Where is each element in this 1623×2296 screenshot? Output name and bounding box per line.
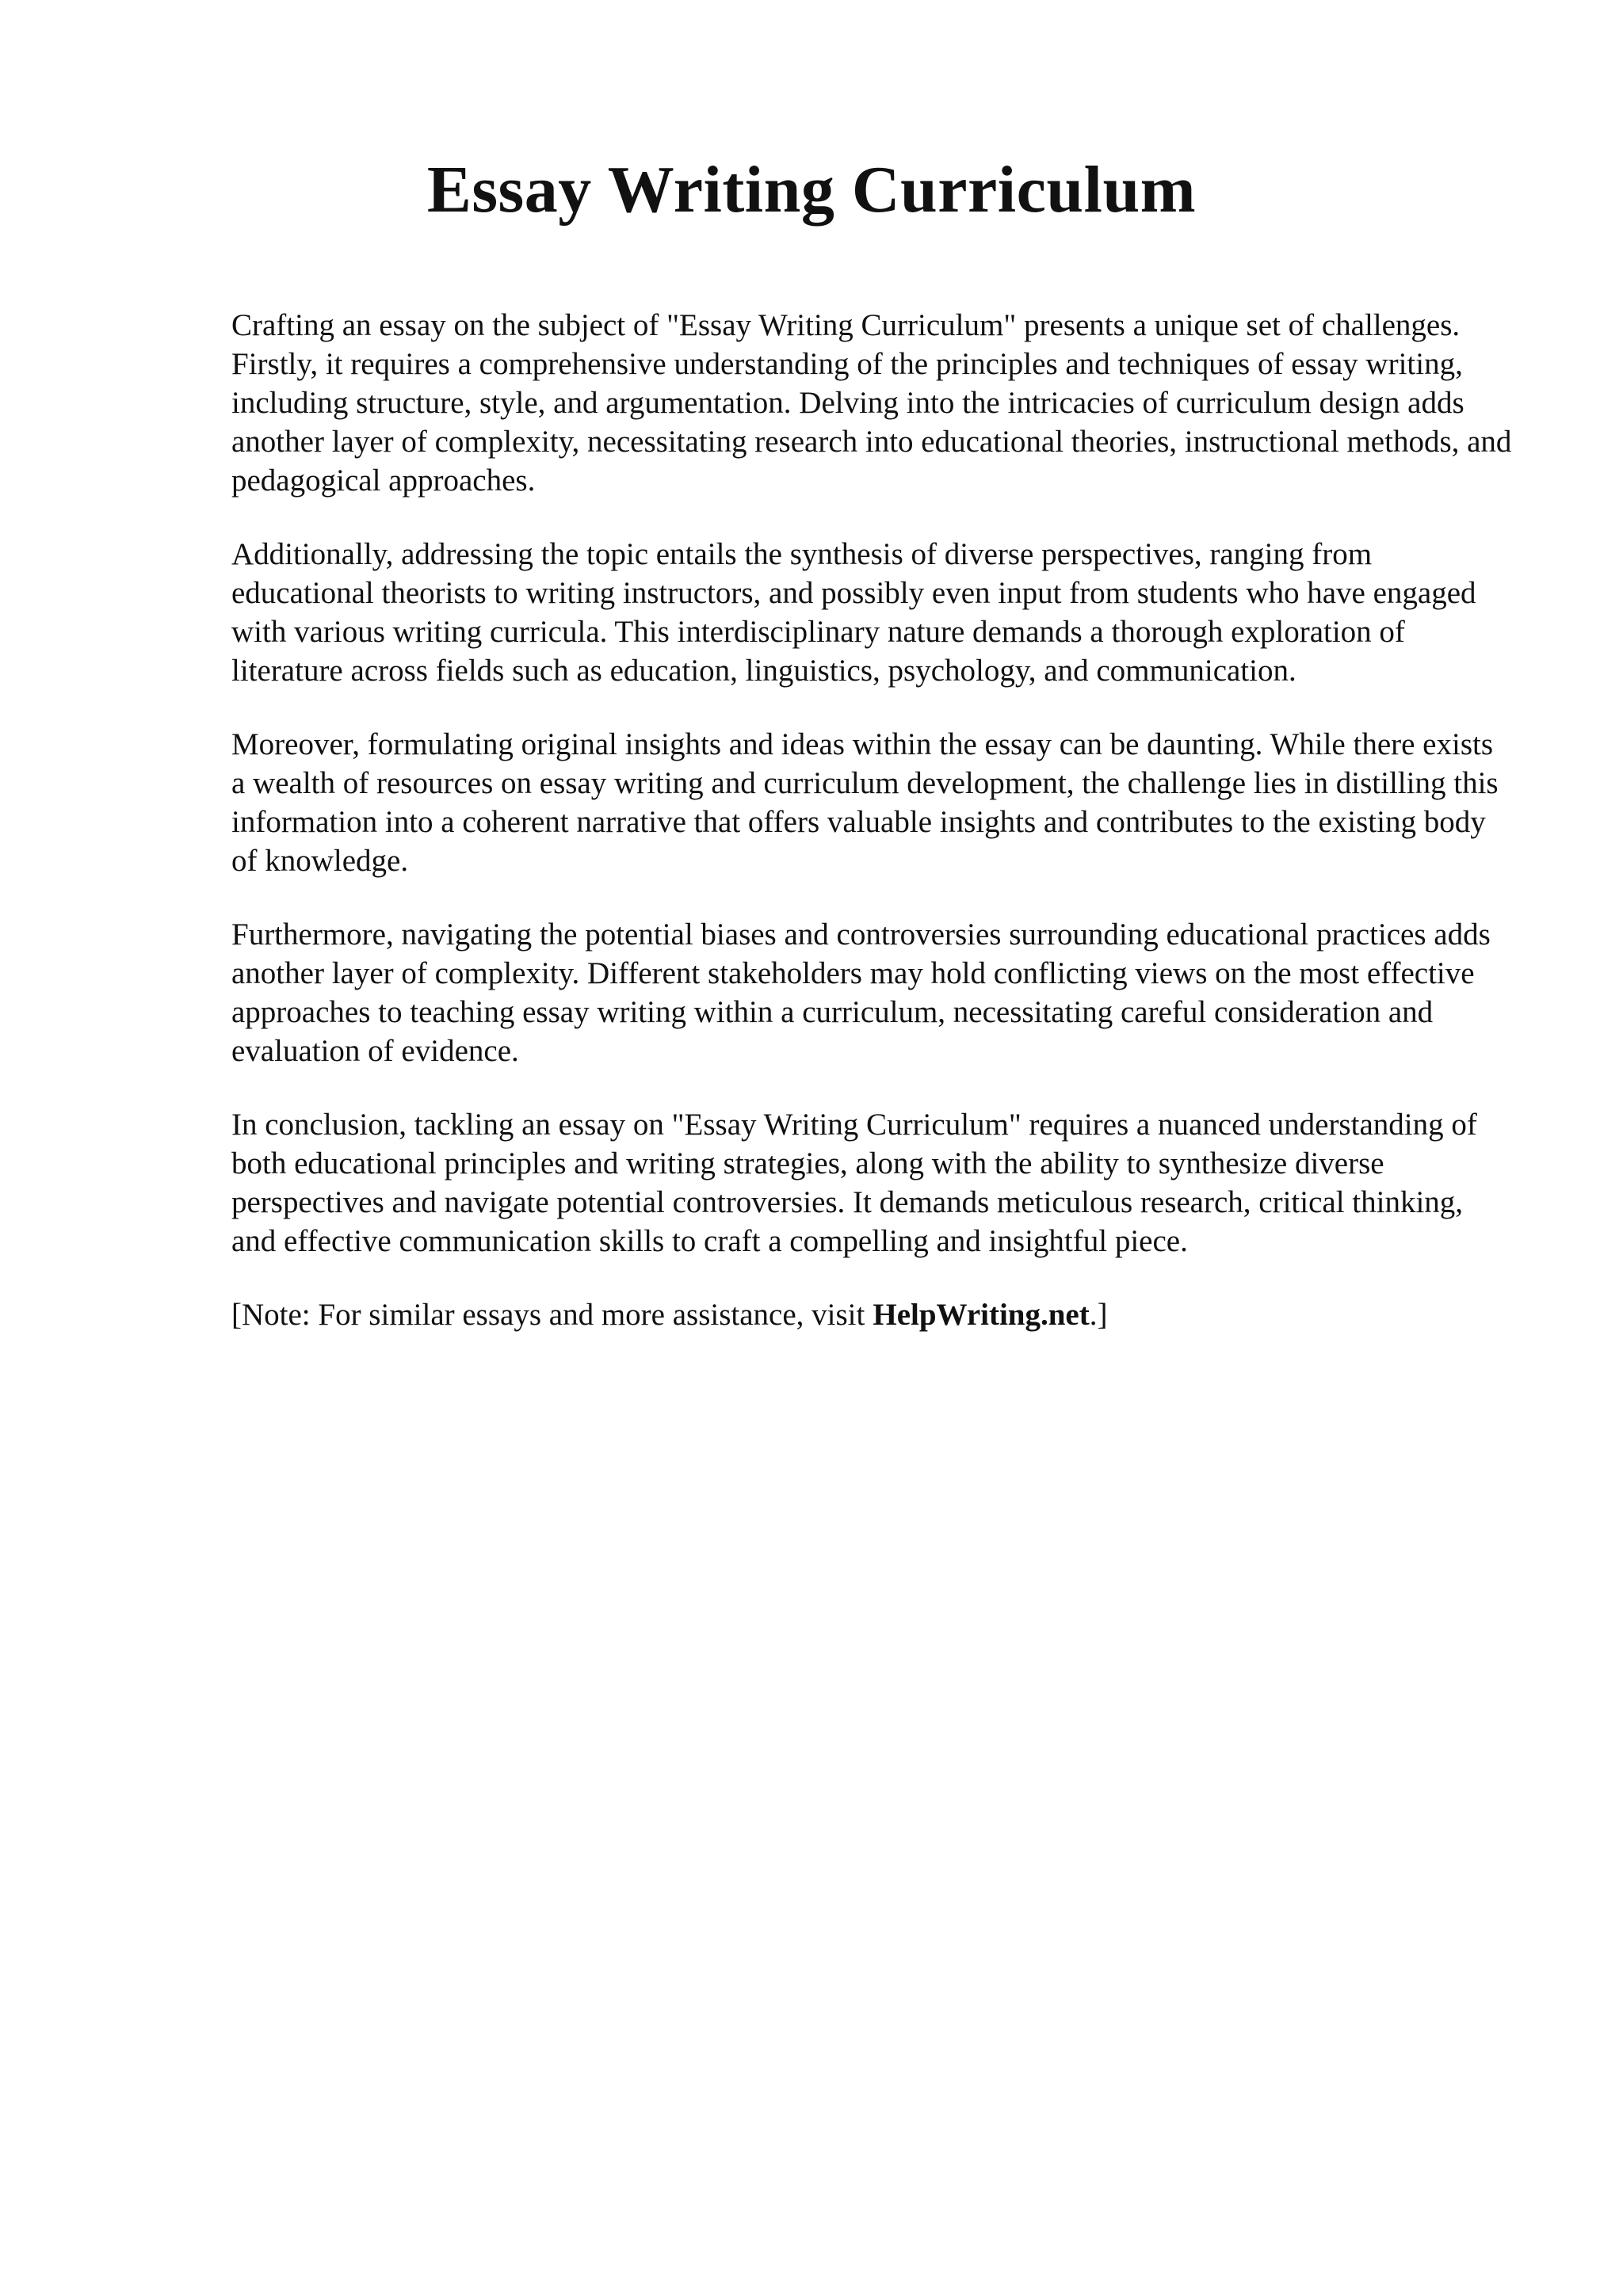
paragraph-intro: Crafting an essay on the subject of "Essay Writing Curriculum" presents a unique set of challenges. Firstly, it requires a comprehensive understanding of the principles and techniques of essay writing, including structure, style, and argumentation. Delving into the intricacies of curriculum design adds another layer of complexity, necessitating research into educational theories, instructional methods, and pedagogical approaches. bbox=[231, 308, 1512, 498]
helpwriting-link[interactable]: HelpWriting.net bbox=[873, 1298, 1090, 1332]
note-paragraph bbox=[231, 1295, 1512, 1334]
paragraph-conclusion: In conclusion, tackling an essay on "Essay Writing Curriculum" requires a nuanced understanding of both educational principles and writing strategies, along with the ability to synthesize diverse perspectives and navigate potential controversies. It demands meticulous research, critical thinking, and effective communication skills to craft a compelling and insightful piece. bbox=[231, 1108, 1477, 1258]
note-prefix: [Note: For similar essays and more assistance, visit bbox=[231, 1298, 865, 1332]
paragraph-insights: Moreover, formulating original insights and ideas within the essay can be daunting. While there exists a wealth of resources on essay writing and curriculum development, the challenge lies in distilling this information into a coherent narrative that offers valuable insights and contributes to the existing body of knowledge. bbox=[231, 727, 1499, 878]
paragraph-controversies: Furthermore, navigating the potential biases and controversies surrounding educational practices adds another layer of complexity. Different stakeholders may hold conflicting views on the most effective approaches to teaching essay writing within a curriculum, necessitating careful consideration and evaluation of evidence. bbox=[231, 917, 1491, 1068]
paragraph-perspectives: Additionally, addressing the topic entails the synthesis of diverse perspectives, ranging from educational theorists to writing instructors, and possibly even input from students who have engaged with various writing curricula. This interdisciplinary nature demands a thorough exploration of literature across fields such as education, linguistics, psychology, and communication. bbox=[231, 537, 1476, 688]
document-title: Essay Writing Curriculum bbox=[426, 153, 1197, 227]
note-suffix: .] bbox=[1089, 1298, 1108, 1332]
